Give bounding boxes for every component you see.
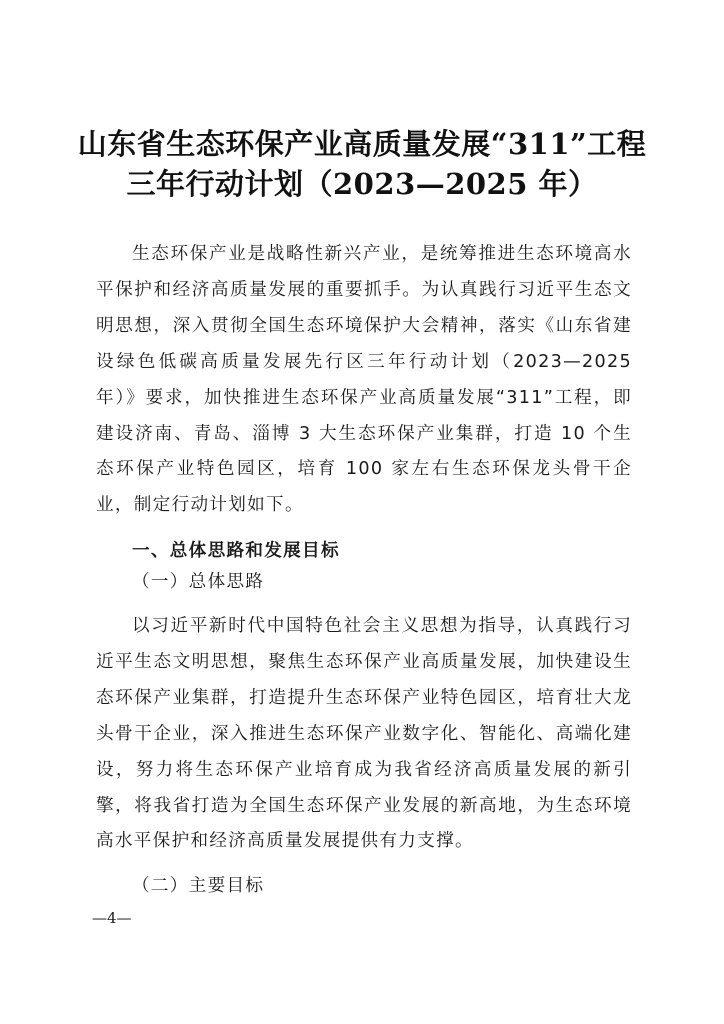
document-title-line-1: 山东省生态环保产业高质量发展“311”工程 [77, 127, 647, 161]
section-heading-overall-approach-and-goals: 一、总体思路和发展目标 [132, 541, 340, 561]
document-title-line-2: 三年行动计划（2023—2025 年） [126, 167, 598, 201]
subsection-heading-overall-approach: （一）总体思路 [132, 572, 265, 592]
intro-paragraph: 生态环保产业是战略性新兴产业，是统筹推进生态环境高水平保护和经济高质量发展的重要抓手。为认真践行习近平生态文明思想，深入贯彻全国生态环境保护大会精神，落实《山东省建设绿色低碳高质量发展先行区三年行动计划（2023—2025 年）》要求，加快推进生态环保产业高质量发展“311”工程，即建设济南、青岛、淄博 3 大生态环保产业集群，打造 10 个生态环保产业特色园区，培育 100 家左右生态环保龙头骨干企业，制定行动计划如下。 [96, 244, 632, 516]
approach-paragraph: 以习近平新时代中国特色社会主义思想为指导，认真践行习近平生态文明思想，聚焦生态环保产业高质量发展，加快建设生态环保产业集群，打造提升生态环保产业特色园区，培育壮大龙头骨干企业，深入推进生态环保产业数字化、智能化、高端化建设，努力将生态环保产业培育成为我省经济高质量发展的新引擎，将我省打造为全国生态环保产业发展的新高地，为生态环境高水平保护和经济高质量发展提供有力支撑。 [96, 616, 632, 852]
subsection-heading-main-goals: （二）主要目标 [132, 876, 265, 896]
page-number: —4— [92, 909, 132, 927]
